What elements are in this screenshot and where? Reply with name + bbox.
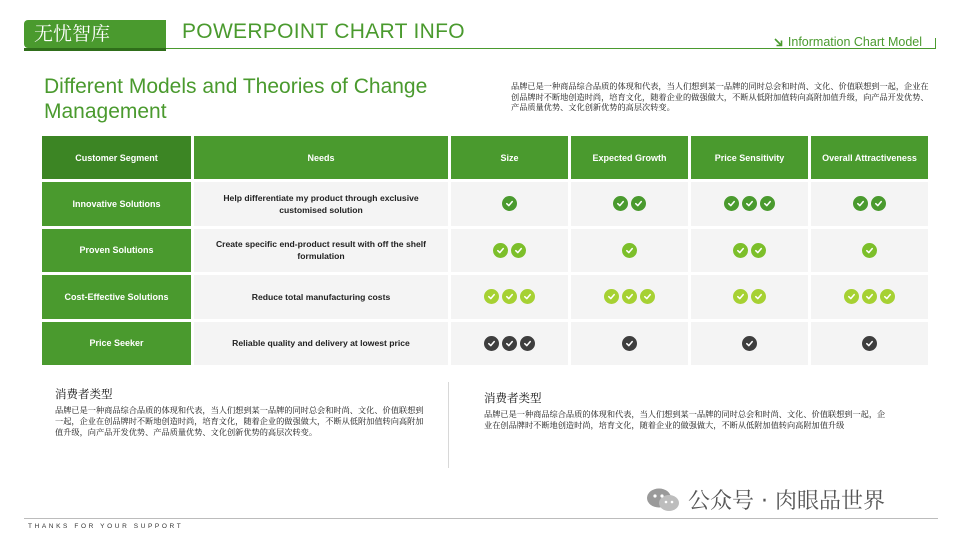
check-icon (880, 289, 895, 304)
check-icon (484, 289, 499, 304)
arrow-down-right-icon (773, 37, 784, 48)
rating-checks (853, 196, 886, 211)
rating-checks (844, 289, 895, 304)
table-header-cell (811, 136, 928, 179)
rating-cell (571, 182, 688, 226)
segment-label: Cost-Effective Solutions (64, 291, 169, 302)
rating-cell (451, 182, 568, 226)
check-icon (640, 289, 655, 304)
segment-label: Proven Solutions (79, 245, 154, 256)
check-icon (622, 289, 637, 304)
check-icon (604, 289, 619, 304)
rating-cell (691, 182, 808, 226)
rating-cell (451, 275, 568, 319)
check-icon (631, 196, 646, 211)
rating-checks (604, 289, 655, 304)
footer-text: THANKS FOR YOUR SUPPORT (28, 523, 184, 530)
bottom-right-title: 消费者类型 (484, 391, 542, 405)
rating-checks (622, 243, 637, 258)
table-row-need (194, 182, 448, 226)
footer-rule (24, 518, 938, 519)
check-icon (493, 243, 508, 258)
check-icon (502, 289, 517, 304)
check-icon (484, 336, 499, 351)
check-icon (862, 289, 877, 304)
rating-checks (493, 243, 526, 258)
table-header-label: Customer Segment (75, 152, 158, 163)
model-tag (773, 35, 922, 49)
check-icon (502, 196, 517, 211)
need-text: Reduce total manufacturing costs (251, 291, 391, 302)
rating-cell (811, 275, 928, 319)
need-text: Create specific end-product result with off the shelf formulation (215, 239, 427, 262)
rating-checks (862, 243, 877, 258)
segment-label: Innovative Solutions (72, 198, 161, 209)
rating-checks (862, 336, 877, 351)
rating-cell (451, 322, 568, 366)
check-icon (742, 196, 757, 211)
bottom-left-title: 消费者类型 (55, 387, 113, 401)
check-icon (733, 243, 748, 258)
column-divider (448, 382, 449, 468)
rating-cell (571, 229, 688, 273)
segment-table (42, 136, 928, 365)
watermark-text: 公众号 · 肉眼品世界 (688, 489, 885, 514)
rating-cell (811, 182, 928, 226)
rating-checks (502, 196, 517, 211)
table-header-cell (194, 136, 448, 179)
rating-checks (484, 289, 535, 304)
check-icon (511, 243, 526, 258)
table-row-need (194, 275, 448, 319)
table-header-label: Expected Growth (592, 152, 667, 163)
rating-cell (571, 322, 688, 366)
table-row-segment (42, 322, 191, 366)
bottom-left-block (55, 386, 425, 438)
table-row-need (194, 322, 448, 366)
check-icon (622, 243, 637, 258)
check-icon (520, 289, 535, 304)
model-tag-label: Information Chart Model (787, 35, 922, 49)
wechat-icon (646, 487, 680, 513)
header-title: POWERPOINT CHART INFO (182, 20, 465, 43)
check-icon (733, 289, 748, 304)
rating-checks (622, 336, 637, 351)
check-icon (502, 336, 517, 351)
rating-cell (691, 229, 808, 273)
rating-cell (571, 275, 688, 319)
bottom-left-text: 品牌已是一种商品综合品质的体现和代表，当人们想到某一品牌的同时总会和时尚、文化、价值联想到一起，企业在创品牌时不断地创造时尚，培育文化，随着企业的做强做大，不断从低附加值转向高附加值升级，向产品开发优势、产品质量优势、文化创新优势的高层次转变。 (55, 405, 424, 437)
check-icon (622, 336, 637, 351)
table-header-label: Overall Attractiveness (822, 152, 917, 163)
check-icon (862, 243, 877, 258)
table-header-label: Needs (307, 152, 335, 163)
bottom-right-text: 品牌已是一种商品综合品质的体现和代表，当人们想到某一品牌的同时总会和时尚、文化、价值联想到一起，企业在创品牌时不断地创造时尚，培育文化，随着企业的做强做大，不断从低附加值转向高附加值升级 (484, 409, 886, 430)
intro-paragraph: 品牌已是一种商品综合品质的体现和代表，当人们想到某一品牌的同时总会和时尚、文化、价值联想到一起，企业在创品牌时不断地创造时尚，培育文化，随着企业的做强做大，不断从低附加值转向高附加值升级，向产品开发优势、产品质量优势、文化创新优势的高层次转变。 (511, 81, 929, 112)
rating-checks (733, 243, 766, 258)
check-icon (760, 196, 775, 211)
check-icon (724, 196, 739, 211)
table-row-segment (42, 182, 191, 226)
rating-cell (451, 229, 568, 273)
check-icon (844, 289, 859, 304)
rating-cell (811, 322, 928, 366)
rating-checks (742, 336, 757, 351)
page-title: Different Models and Theories of Change Management (44, 75, 428, 123)
check-icon (520, 336, 535, 351)
table-header-cell (691, 136, 808, 179)
table-row-segment (42, 275, 191, 319)
check-icon (871, 196, 886, 211)
check-icon (751, 243, 766, 258)
check-icon (751, 289, 766, 304)
need-text: Reliable quality and delivery at lowest price (232, 338, 410, 349)
table-row-segment (42, 229, 191, 273)
table-header-cell (451, 136, 568, 179)
rating-checks (724, 196, 775, 211)
watermark (646, 484, 885, 515)
check-icon (613, 196, 628, 211)
table-header-label: Size (500, 152, 519, 163)
table-header-cell (571, 136, 688, 179)
check-icon (862, 336, 877, 351)
need-text: Help differentiate my product through exclusive customised solution (223, 192, 419, 215)
rating-checks (484, 336, 535, 351)
table-header-cell (42, 136, 191, 179)
rating-cell (691, 322, 808, 366)
brand-logo-box (24, 20, 166, 48)
brand-label: 无忧智库 (34, 23, 111, 45)
segment-label: Price Seeker (89, 338, 144, 349)
table-row-need (194, 229, 448, 273)
rating-cell (811, 229, 928, 273)
check-icon (853, 196, 868, 211)
rating-checks (613, 196, 646, 211)
rating-cell (691, 275, 808, 319)
check-icon (742, 336, 757, 351)
rating-checks (733, 289, 766, 304)
table-header-label: Price Sensitivity (714, 152, 785, 163)
bottom-right-block (484, 390, 889, 431)
